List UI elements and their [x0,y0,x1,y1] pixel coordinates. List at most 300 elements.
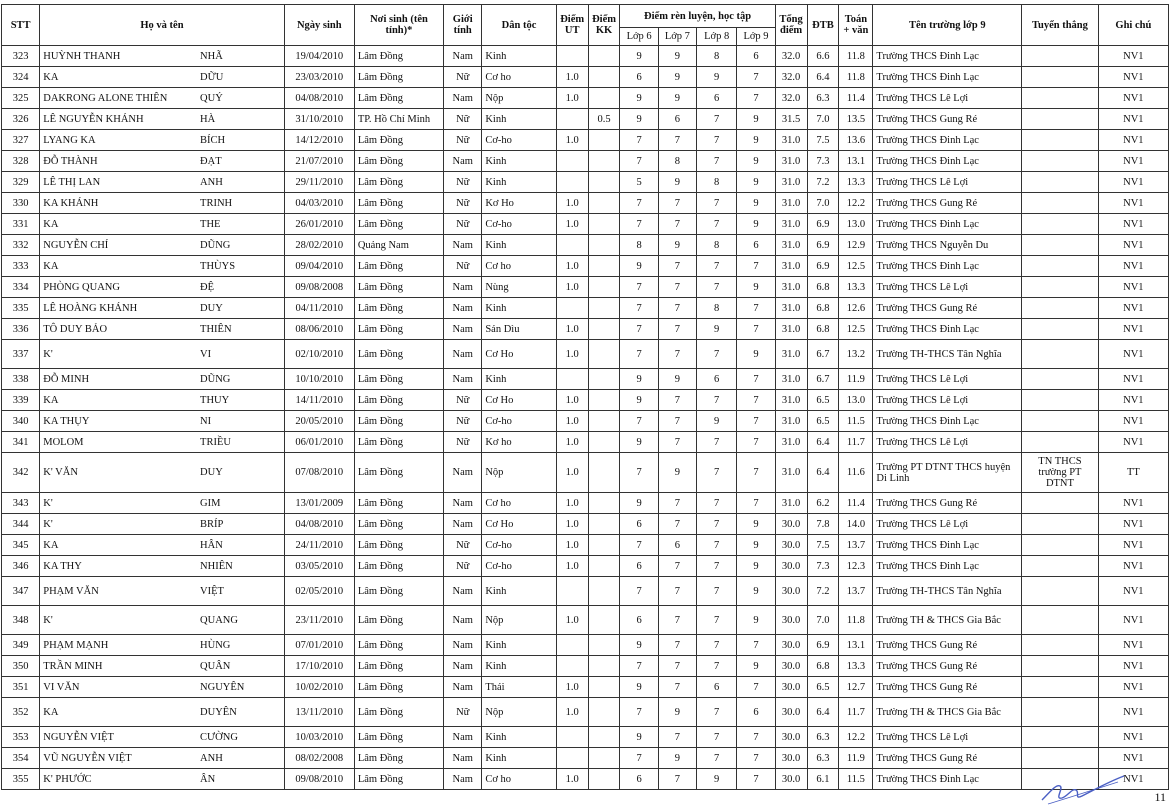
cell-lop7: 6 [658,535,696,556]
cell-lop6: 7 [620,535,658,556]
cell-dtb: 6.4 [807,67,839,88]
table-row [2,256,1169,277]
cell-ten: TRIỀU [197,432,284,453]
cell-tong-diem: 31.0 [775,369,807,390]
cell-lop8: 7 [696,256,736,277]
cell-ngay-sinh: 24/11/2010 [284,535,354,556]
cell-ten: VI [197,340,284,369]
cell-ten: NGUYÊN [197,677,284,698]
cell-lop7: 7 [658,514,696,535]
cell-toan-van: 11.7 [839,698,873,727]
cell-noi-sinh: Lâm Đồng [354,432,443,453]
cell-lop9: 9 [737,535,775,556]
table-row [2,656,1169,677]
cell-diem-kk [588,677,620,698]
cell-lop9: 9 [737,172,775,193]
cell-tong-diem: 31.0 [775,411,807,432]
cell-tong-diem: 31.0 [775,390,807,411]
cell-noi-sinh: Lâm Đồng [354,453,443,493]
cell-gioi-tinh: Nam [444,656,482,677]
cell-lop9: 7 [737,411,775,432]
table-row [2,769,1169,790]
cell-lop8: 7 [696,635,736,656]
cell-diem-ut: 1.0 [556,214,588,235]
cell-dan-toc: Kinh [482,46,556,67]
cell-ten: DUYÊN [197,698,284,727]
cell-ten: DUY [197,453,284,493]
cell-lop8: 7 [696,656,736,677]
cell-lop7: 7 [658,214,696,235]
cell-tong-diem: 30.0 [775,769,807,790]
cell-toan-van: 12.7 [839,677,873,698]
cell-diem-kk [588,535,620,556]
cell-ngay-sinh: 02/10/2010 [284,340,354,369]
cell-lop7: 8 [658,151,696,172]
cell-stt: 333 [2,256,40,277]
cell-ghi-chu: NV1 [1098,727,1168,748]
cell-ngay-sinh: 14/12/2010 [284,130,354,151]
cell-stt: 323 [2,46,40,67]
cell-truong: Trường THCS Gung Ré [873,677,1022,698]
header-diem-kk: Điểm KK [588,5,620,46]
cell-ten: DŨNG [197,369,284,390]
cell-dtb: 6.4 [807,698,839,727]
cell-ten: NHIÊN [197,556,284,577]
cell-ten: BÍCH [197,130,284,151]
cell-tuyen-thang [1022,535,1099,556]
cell-stt: 330 [2,193,40,214]
cell-diem-ut: 1.0 [556,769,588,790]
cell-diem-ut: 1.0 [556,319,588,340]
table-row [2,698,1169,727]
header-lop7: Lớp 7 [658,28,696,46]
cell-ho-dem: LYANG KA [40,130,197,151]
cell-ghi-chu: NV1 [1098,369,1168,390]
header-noi-sinh: Nơi sinh (tên tỉnh)* [354,5,443,46]
cell-dtb: 6.4 [807,432,839,453]
cell-toan-van: 11.9 [839,369,873,390]
cell-ghi-chu: NV1 [1098,67,1168,88]
table-row [2,677,1169,698]
cell-lop7: 7 [658,319,696,340]
cell-lop6: 7 [620,319,658,340]
cell-lop8: 7 [696,109,736,130]
cell-tuyen-thang [1022,698,1099,727]
cell-diem-ut [556,109,588,130]
cell-lop9: 9 [737,577,775,606]
cell-lop7: 7 [658,677,696,698]
cell-ghi-chu: NV1 [1098,130,1168,151]
cell-diem-kk [588,277,620,298]
cell-ho-dem: ĐỖ THÀNH [40,151,197,172]
cell-diem-kk [588,256,620,277]
cell-ngay-sinh: 07/08/2010 [284,453,354,493]
cell-diem-kk [588,577,620,606]
cell-tuyen-thang [1022,235,1099,256]
cell-toan-van: 11.5 [839,411,873,432]
cell-ghi-chu: NV1 [1098,340,1168,369]
cell-lop6: 6 [620,67,658,88]
cell-tong-diem: 31.0 [775,256,807,277]
cell-diem-ut [556,727,588,748]
cell-tong-diem: 30.0 [775,748,807,769]
cell-dan-toc: Cơ ho [482,493,556,514]
cell-diem-ut [556,369,588,390]
cell-stt: 338 [2,369,40,390]
cell-lop9: 7 [737,319,775,340]
cell-lop6: 7 [620,130,658,151]
cell-ten: HÙNG [197,635,284,656]
cell-tuyen-thang [1022,606,1099,635]
cell-lop9: 7 [737,748,775,769]
cell-toan-van: 12.9 [839,235,873,256]
cell-diem-kk [588,88,620,109]
cell-lop7: 7 [658,193,696,214]
cell-ghi-chu: NV1 [1098,432,1168,453]
cell-lop7: 9 [658,46,696,67]
cell-ghi-chu: NV1 [1098,319,1168,340]
cell-lop6: 7 [620,193,658,214]
cell-ghi-chu: NV1 [1098,656,1168,677]
cell-dan-toc: Kinh [482,172,556,193]
cell-dan-toc: Kinh [482,235,556,256]
page-number: 11 [1154,790,1166,804]
cell-tuyen-thang [1022,514,1099,535]
cell-ho-dem: KA [40,535,197,556]
cell-ngay-sinh: 10/10/2010 [284,369,354,390]
cell-ghi-chu: NV1 [1098,748,1168,769]
cell-tuyen-thang [1022,340,1099,369]
cell-tuyen-thang [1022,635,1099,656]
cell-lop7: 6 [658,109,696,130]
cell-ten: GIM [197,493,284,514]
cell-diem-ut: 1.0 [556,556,588,577]
cell-dan-toc: Cơ Ho [482,340,556,369]
cell-truong: Trường THCS Gung Ré [873,298,1022,319]
cell-dtb: 7.0 [807,109,839,130]
cell-stt: 334 [2,277,40,298]
cell-dtb: 6.5 [807,677,839,698]
cell-lop8: 8 [696,172,736,193]
cell-diem-kk [588,390,620,411]
cell-dtb: 6.9 [807,214,839,235]
cell-lop9: 7 [737,453,775,493]
cell-lop7: 7 [658,298,696,319]
cell-truong: Trường THCS Đinh Lạc [873,556,1022,577]
cell-ngay-sinh: 02/05/2010 [284,577,354,606]
cell-stt: 352 [2,698,40,727]
cell-stt: 355 [2,769,40,790]
cell-gioi-tinh: Nam [444,88,482,109]
cell-dan-toc: Nùng [482,277,556,298]
cell-ho-dem: TRẦN MINH [40,656,197,677]
cell-diem-ut [556,635,588,656]
table-row [2,193,1169,214]
cell-truong: Trường THCS Lê Lợi [873,369,1022,390]
student-ranking-table [1,4,1169,790]
cell-diem-ut [556,151,588,172]
header-ngay-sinh: Ngày sinh [284,5,354,46]
cell-ten: QUANG [197,606,284,635]
cell-ghi-chu: NV1 [1098,769,1168,790]
cell-ngay-sinh: 09/04/2010 [284,256,354,277]
cell-dan-toc: Cơ ho [482,256,556,277]
cell-stt: 327 [2,130,40,151]
cell-gioi-tinh: Nam [444,46,482,67]
cell-dtb: 7.0 [807,606,839,635]
cell-dan-toc: Cơ-ho [482,411,556,432]
cell-lop8: 6 [696,88,736,109]
cell-ten: HÂN [197,535,284,556]
cell-ho-dem: KA [40,256,197,277]
cell-toan-van: 12.6 [839,298,873,319]
table-row [2,432,1169,453]
cell-ghi-chu: NV1 [1098,277,1168,298]
cell-tong-diem: 31.0 [775,151,807,172]
cell-lop6: 9 [620,432,658,453]
cell-truong: Trường TH & THCS Gia Bắc [873,606,1022,635]
cell-lop6: 9 [620,493,658,514]
cell-gioi-tinh: Nữ [444,214,482,235]
cell-ho-dem: KA THY [40,556,197,577]
cell-stt: 331 [2,214,40,235]
cell-tuyen-thang [1022,411,1099,432]
cell-lop6: 6 [620,606,658,635]
cell-lop6: 9 [620,256,658,277]
cell-toan-van: 13.5 [839,109,873,130]
cell-ho-dem: PHẠM MẠNH [40,635,197,656]
cell-noi-sinh: Lâm Đồng [354,256,443,277]
cell-lop6: 8 [620,235,658,256]
cell-lop9: 6 [737,235,775,256]
table-row [2,67,1169,88]
cell-diem-ut: 1.0 [556,67,588,88]
cell-diem-kk [588,556,620,577]
cell-dtb: 6.5 [807,411,839,432]
cell-ten: CƯỜNG [197,727,284,748]
cell-lop9: 7 [737,635,775,656]
cell-dtb: 6.9 [807,256,839,277]
cell-ten: DỮU [197,67,284,88]
cell-truong: Trường THCS Đinh Lạc [873,130,1022,151]
cell-diem-ut: 1.0 [556,88,588,109]
cell-tong-diem: 30.0 [775,606,807,635]
cell-noi-sinh: Lâm Đồng [354,748,443,769]
cell-dan-toc: Cơ-ho [482,535,556,556]
cell-ngay-sinh: 13/11/2010 [284,698,354,727]
cell-tong-diem: 30.0 [775,535,807,556]
cell-lop8: 7 [696,493,736,514]
cell-ho-dem: KA [40,698,197,727]
cell-ghi-chu: NV1 [1098,109,1168,130]
cell-ghi-chu: NV1 [1098,677,1168,698]
cell-tuyen-thang: TN THCS trường PT DTNT [1022,453,1099,493]
cell-ho-dem: K' [40,514,197,535]
cell-truong: Trường THCS Đinh Lạc [873,67,1022,88]
cell-truong: Trường THCS Lê Lợi [873,88,1022,109]
cell-diem-kk [588,151,620,172]
cell-diem-kk [588,493,620,514]
cell-dtb: 7.5 [807,130,839,151]
cell-ngay-sinh: 19/04/2010 [284,46,354,67]
cell-lop9: 9 [737,130,775,151]
cell-noi-sinh: Lâm Đồng [354,769,443,790]
cell-ngay-sinh: 28/02/2010 [284,235,354,256]
cell-ten: DUY [197,298,284,319]
cell-diem-kk [588,411,620,432]
cell-diem-ut [556,298,588,319]
cell-lop9: 7 [737,256,775,277]
cell-tong-diem: 31.0 [775,277,807,298]
cell-tong-diem: 32.0 [775,88,807,109]
cell-lop7: 7 [658,493,696,514]
cell-ten: THE [197,214,284,235]
table-row [2,340,1169,369]
cell-lop9: 7 [737,727,775,748]
cell-dan-toc: Nộp [482,698,556,727]
cell-lop6: 6 [620,769,658,790]
header-tong-diem: Tổng điểm [775,5,807,46]
cell-lop7: 7 [658,390,696,411]
cell-gioi-tinh: Nữ [444,109,482,130]
cell-dtb: 6.4 [807,453,839,493]
cell-noi-sinh: Lâm Đồng [354,493,443,514]
cell-tong-diem: 30.0 [775,698,807,727]
cell-dtb: 6.7 [807,340,839,369]
cell-truong: Trường THCS Đinh Lạc [873,46,1022,67]
cell-ten: ANH [197,172,284,193]
cell-ten: THIÊN [197,319,284,340]
cell-lop7: 7 [658,277,696,298]
cell-truong: Trường THCS Gung Ré [873,656,1022,677]
cell-ho-dem: MOLOM [40,432,197,453]
cell-dtb: 7.5 [807,535,839,556]
cell-truong: Trường THCS Gung Ré [873,109,1022,130]
table-row [2,151,1169,172]
table-row [2,453,1169,493]
cell-tuyen-thang [1022,109,1099,130]
cell-ho-dem: K' [40,606,197,635]
cell-tong-diem: 31.0 [775,493,807,514]
cell-toan-van: 13.3 [839,172,873,193]
cell-truong: Trường THCS Lê Lợi [873,277,1022,298]
cell-tuyen-thang [1022,493,1099,514]
cell-ten: DŨNG [197,235,284,256]
cell-dan-toc: Cơ Ho [482,390,556,411]
cell-toan-van: 13.6 [839,130,873,151]
cell-gioi-tinh: Nữ [444,256,482,277]
cell-lop9: 6 [737,46,775,67]
cell-lop8: 7 [696,151,736,172]
cell-noi-sinh: Lâm Đồng [354,635,443,656]
cell-ghi-chu: NV1 [1098,535,1168,556]
cell-lop7: 7 [658,432,696,453]
cell-tong-diem: 31.0 [775,432,807,453]
cell-noi-sinh: Lâm Đồng [354,193,443,214]
cell-ho-dem: PHẠM VĂN [40,577,197,606]
cell-diem-ut [556,172,588,193]
cell-toan-van: 12.2 [839,193,873,214]
cell-lop6: 9 [620,46,658,67]
header-gioi-tinh: Giới tính [444,5,482,46]
cell-lop9: 9 [737,656,775,677]
cell-lop6: 9 [620,88,658,109]
cell-stt: 344 [2,514,40,535]
cell-noi-sinh: Lâm Đồng [354,369,443,390]
cell-diem-ut: 1.0 [556,256,588,277]
cell-ho-dem: KA [40,390,197,411]
cell-gioi-tinh: Nam [444,277,482,298]
cell-ngay-sinh: 29/11/2010 [284,172,354,193]
cell-diem-kk [588,298,620,319]
cell-ghi-chu: NV1 [1098,298,1168,319]
header-ghi-chu: Ghi chú [1098,5,1168,46]
cell-tuyen-thang [1022,577,1099,606]
cell-lop6: 9 [620,635,658,656]
table-body [2,46,1169,790]
cell-ho-dem: LÊ HOÀNG KHÁNH [40,298,197,319]
cell-dtb: 6.8 [807,319,839,340]
cell-dan-toc: Kinh [482,369,556,390]
cell-ten: QUÂN [197,656,284,677]
cell-ho-dem: HUỲNH THANH [40,46,197,67]
cell-ngay-sinh: 04/03/2010 [284,193,354,214]
cell-lop9: 7 [737,432,775,453]
cell-truong: Trường THCS Lê Lợi [873,514,1022,535]
cell-tuyen-thang [1022,748,1099,769]
cell-gioi-tinh: Nam [444,453,482,493]
table-row [2,130,1169,151]
cell-diem-kk [588,606,620,635]
cell-ho-dem: K' PHƯỚC [40,769,197,790]
cell-ngay-sinh: 10/02/2010 [284,677,354,698]
cell-lop8: 7 [696,535,736,556]
cell-dan-toc: Cơ-ho [482,214,556,235]
cell-truong: Trường THCS Nguyễn Du [873,235,1022,256]
cell-tuyen-thang [1022,214,1099,235]
cell-truong: Trường THCS Gung Ré [873,748,1022,769]
cell-tong-diem: 30.0 [775,727,807,748]
header-dan-toc: Dân tộc [482,5,556,46]
cell-ho-dem: VI VĂN [40,677,197,698]
cell-dan-toc: Kinh [482,298,556,319]
cell-diem-kk [588,748,620,769]
header-diem-ut: Điểm UT [556,5,588,46]
cell-lop9: 9 [737,277,775,298]
cell-ho-dem: PHÒNG QUANG [40,277,197,298]
cell-diem-ut: 1.0 [556,606,588,635]
cell-diem-ut: 1.0 [556,130,588,151]
cell-tuyen-thang [1022,151,1099,172]
cell-ngay-sinh: 26/01/2010 [284,214,354,235]
cell-dan-toc: Thái [482,677,556,698]
cell-diem-kk [588,369,620,390]
cell-diem-kk [588,340,620,369]
cell-ngay-sinh: 23/03/2010 [284,67,354,88]
cell-dtb: 6.3 [807,748,839,769]
cell-dan-toc: Kinh [482,656,556,677]
cell-lop8: 7 [696,698,736,727]
cell-dtb: 7.2 [807,172,839,193]
cell-truong: Trường TH-THCS Tân Nghĩa [873,577,1022,606]
cell-truong: Trường THCS Đinh Lạc [873,151,1022,172]
table-row [2,369,1169,390]
cell-lop7: 7 [658,556,696,577]
cell-ten: NHÃ [197,46,284,67]
cell-noi-sinh: Lâm Đồng [354,88,443,109]
cell-diem-ut: 1.0 [556,493,588,514]
cell-gioi-tinh: Nữ [444,556,482,577]
